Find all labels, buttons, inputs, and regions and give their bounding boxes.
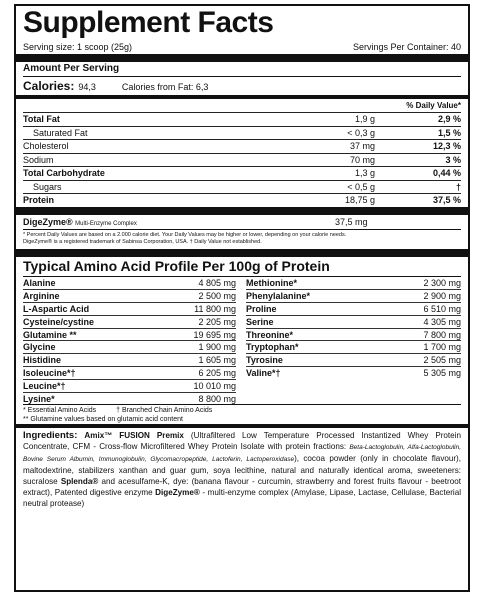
amino-value: 1 605 mg (198, 355, 236, 366)
nutrient-name: Sodium (23, 154, 54, 165)
legend-essential: * Essential Amino Acids (23, 407, 97, 415)
amino-value: 2 505 mg (423, 355, 461, 366)
nutrient-row (23, 153, 461, 167)
amino-name: L-Aspartic Acid (23, 304, 90, 315)
amino-name: Cysteine/cystine (23, 316, 95, 327)
amino-row (23, 392, 236, 405)
nutrient-daily-value: 2,9 % (437, 114, 461, 124)
nutrient-name: Sugars (33, 181, 62, 192)
amino-name: Serine (246, 316, 274, 327)
digezyme-desc: Multi-Enzyme Complex (75, 220, 137, 227)
amino-row (246, 366, 461, 379)
nutrient-name: Total Carbohydrate (23, 168, 105, 178)
nutrient-daily-value: † (455, 181, 461, 192)
amino-name: Methionine* (246, 277, 297, 288)
serving-info (23, 40, 461, 54)
nutrient-daily-value: 3 % (445, 154, 461, 165)
amino-row (246, 289, 461, 302)
calories-label: Calories: (23, 79, 75, 93)
footnote-trademark: DigeZyme® is a registered trademark of Sabinsa Corporation, USA. † Daily Value not established. (23, 239, 262, 245)
ingredients-part4: - multi-enzyme complex (Amylase, Lipase, Lactase, Cellulase, Bacterial neutral protease) (23, 488, 461, 509)
amino-row (246, 277, 461, 290)
amino-name: Lysine* (23, 393, 55, 404)
amino-value: 2 500 mg (198, 291, 236, 302)
amino-name: Tyrosine (246, 355, 283, 366)
amount-per-serving: Amount Per Serving (23, 63, 120, 74)
digezyme-name: DigeZyme® (23, 216, 73, 227)
daily-value-header: % Daily Value* (406, 101, 461, 110)
amino-value: 6 205 mg (198, 368, 236, 379)
legend-glutamine: ** Glutamine values based on glutamic acid content (23, 416, 183, 424)
nutrient-row (23, 180, 461, 194)
amino-row (246, 340, 461, 353)
amino-value: 10 010 mg (193, 380, 236, 391)
amino-value: 1 700 mg (423, 342, 461, 353)
nutrient-table (23, 112, 461, 207)
amino-value: 8 800 mg (198, 393, 236, 404)
nutrient-row (23, 139, 461, 153)
nutrient-row (23, 112, 461, 126)
calories-value: 94,3 (78, 82, 96, 92)
amino-row (246, 353, 461, 366)
amino-name: Glutamine ** (23, 329, 77, 340)
amino-table (23, 277, 461, 405)
amino-row (23, 353, 236, 366)
amino-name: Tryptophan* (246, 342, 299, 353)
amino-name: Glycine (23, 342, 56, 353)
amino-name: Arginine (23, 291, 60, 302)
amino-value: 4 305 mg (423, 316, 461, 327)
amino-value: 2 900 mg (423, 291, 461, 302)
nutrient-name: Total Fat (23, 114, 60, 124)
nutrient-amount: 1,9 g (354, 114, 375, 124)
supplement-facts-panel (14, 4, 470, 592)
amino-name: Alanine (23, 277, 56, 288)
nutrient-row (23, 166, 461, 180)
protein-fractions: Beta-Lactoglobulin, Alfa-Lactoglobulin, Bovine Serum Albumin, Immunoglobulin, Glycomacropeptide, Lactoferin, Lactoperoxidase (23, 444, 461, 464)
nutrient-row (23, 126, 461, 140)
amino-title: Typical Amino Acid Profile Per 100g of Protein (23, 257, 330, 274)
panel-title: Supplement Facts (23, 6, 274, 39)
legend-bcaa: † Branched Chain Amino Acids (116, 407, 213, 415)
ingredients-label: Ingredients: (23, 430, 78, 442)
amino-name: Valine*† (246, 368, 281, 379)
digezyme-amount: 37,5 mg (335, 216, 368, 227)
splenda-name: Splenda® (60, 477, 99, 487)
nutrient-daily-value: 0,44 % (432, 168, 461, 178)
calories-from-fat: Calories from Fat: 6,3 (121, 82, 209, 92)
nutrient-amount: 1,3 g (354, 168, 375, 178)
calories-row (23, 77, 461, 95)
footnote-daily-values: * Percent Daily Values are based on a 2.000 calorie diet. Your Daily Values may be higher or lower, depending on your calorie needs. (23, 231, 347, 238)
amino-name: Threonine* (246, 329, 294, 340)
amino-row (246, 315, 461, 328)
ingredients-part3: and acesulfame-K, dye: (banana flavour - curcumin, strawberry and forest fruits flavour - beetroot extract), Patented digestive enzyme (23, 477, 462, 498)
amino-value: 19 695 mg (193, 329, 236, 340)
amino-name: Leucine*† (23, 380, 66, 391)
amino-row (23, 289, 236, 302)
servings-per-container: Servings Per Container: 40 (352, 42, 461, 52)
nutrient-name: Cholesterol (23, 141, 69, 151)
divider-thick (16, 54, 468, 62)
amino-legend (23, 405, 461, 424)
nutrient-daily-value: 1,5 % (437, 127, 461, 138)
amino-row (246, 302, 461, 315)
ingredients-text (23, 428, 461, 509)
nutrient-amount: 70 mg (349, 154, 375, 165)
amino-column-left (23, 277, 242, 405)
amino-row (23, 315, 236, 328)
ingredients-part1: (Ultrafiltered Low Temperature Processed Instantized Whey Protein Concentrate, CFM - Cross-flow Microfiltered Whey Protein Isolate with protein fractions: (23, 431, 461, 452)
amino-value: 7 800 mg (423, 329, 461, 340)
amino-row (246, 328, 461, 341)
nutrient-amount: 18,75 g (344, 195, 375, 205)
amino-value: 6 510 mg (423, 304, 461, 315)
nutrient-daily-value: 12,3 % (432, 141, 461, 151)
nutrient-name: Saturated Fat (33, 127, 88, 138)
amino-value: 2 205 mg (198, 316, 236, 327)
amino-row (23, 340, 236, 353)
amino-column-right (242, 277, 461, 405)
digezyme-ing-name: DigeZyme® (155, 488, 200, 498)
nutrient-amount: < 0,3 g (347, 127, 375, 138)
amino-row (23, 379, 236, 392)
amino-value: 5 305 mg (423, 368, 461, 379)
amino-row (23, 366, 236, 379)
amino-name: Histidine (23, 355, 62, 366)
digezyme-row (23, 215, 461, 229)
nutrient-name: Protein (23, 195, 55, 205)
nutrient-amount: < 0,5 g (347, 181, 375, 192)
nutrient-row (23, 193, 461, 207)
amino-row (23, 302, 236, 315)
serving-size: Serving size: 1 scoop (25g) (23, 42, 133, 52)
premix-name: Amix™ FUSION Premix (84, 431, 184, 441)
amino-row (23, 277, 236, 290)
amino-value: 4 805 mg (198, 277, 236, 288)
amino-row (23, 328, 236, 341)
divider-thick (16, 207, 468, 215)
amino-value: 1 900 mg (198, 342, 236, 353)
amino-name: Phenylalanine* (246, 291, 311, 302)
nutrient-amount: 37 mg (349, 141, 375, 151)
amino-value: 11 800 mg (194, 304, 236, 315)
divider-thick (16, 249, 468, 257)
amino-name: Proline (246, 304, 277, 315)
nutrient-daily-value: 37,5 % (432, 195, 461, 205)
amino-name: Isoleucine*† (23, 368, 76, 379)
amino-value: 2 300 mg (423, 277, 461, 288)
ingredients-part2: ), cocoa powder (only in chocolate flavour), maltodextrine, stabilizers xanthan and guar gum, soya lecithine, natural and naturally identical aroma, sweeteners: sucralose (23, 454, 462, 487)
